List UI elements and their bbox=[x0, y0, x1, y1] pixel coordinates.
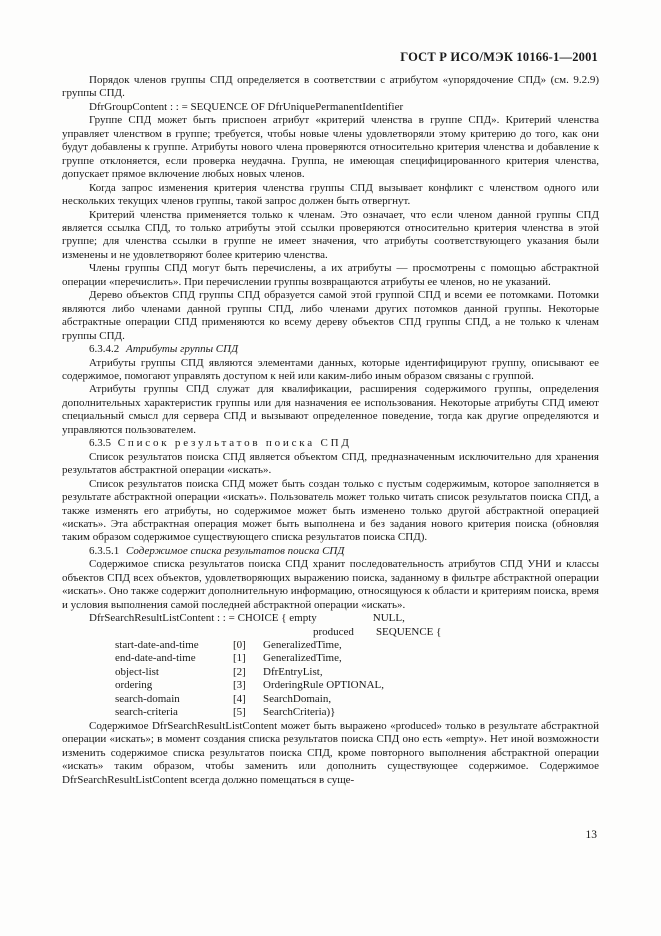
standard-header: ГОСТ Р ИСО/МЭК 10166-1—2001 bbox=[400, 50, 598, 64]
section-heading-6351 bbox=[62, 545, 599, 558]
asn-field-row bbox=[115, 679, 384, 692]
asn-field-tag: [2] bbox=[233, 665, 246, 678]
page-content bbox=[62, 74, 599, 787]
asn-produced-left: produced bbox=[313, 625, 354, 638]
paragraph-produced-content: Содержимое DfrSearchResultListContent может быть выражено «produced» только в результате абстрактной операции «искать»; в момент создания списка результатов поиска СПД оно есть «empty». Нет иной возможности изменить содержимое списка результатов поиска СПД, кроме повторного выполнения абстрактной операции «искать» таким образом, чтобы заменить или дополнить существующее содержимое. Содержимое DfrSearchResultListContent всегда должно помещаться в суще- bbox=[62, 719, 599, 786]
section-title: Содержимое списка результатов поиска СПД bbox=[126, 544, 345, 557]
section-heading-635 bbox=[62, 437, 599, 450]
asn-field-row bbox=[115, 652, 384, 665]
paragraph-attributes-purpose: Атрибуты группы СПД служат для квалификации, расширения содержимого группы, определения дополнительных характеристик группы или для назначения ее использования. Некоторые атрибуты СПД имеют специальный смысл для сервера СПД и вызывают определенное поведение, тогда как другие определяются и управляются пользователем. bbox=[62, 383, 599, 436]
asn-field-type: GeneralizedTime, bbox=[263, 652, 342, 665]
section-number: 6.3.4.2 bbox=[89, 343, 120, 356]
asn-field-tag: [3] bbox=[233, 679, 246, 692]
paragraph-group-attributes: Атрибуты группы СПД являются элементами данных, которые идентифицируют группу, описывают ее содержимое, помогают управлять доступом к ней или каким-либо иным образом связаны с группой. bbox=[62, 356, 599, 382]
paragraph-criterion-members: Критерий членства применяется только к членам. Это означает, что если членом данной группы СПД является ссылка СПД, то только атрибуты этой ссылки проверяются относительно критерия членства в этой группе; для членства ссылки в группе не имеет значения, что атрибуты соответствующего указания были изменены и не удовлетворяют более критерию членства. bbox=[62, 208, 599, 261]
asn-field-name: start-date-and-time bbox=[115, 639, 199, 652]
asn-field-name: ordering bbox=[115, 679, 153, 692]
asn-field-table bbox=[115, 639, 384, 720]
asn-field-type: DfrEntryList, bbox=[263, 665, 323, 678]
asn-field-row bbox=[115, 693, 384, 706]
asn-field-type: OrderingRule OPTIONAL, bbox=[263, 679, 384, 692]
asn-field-name: end-date-and-time bbox=[115, 652, 196, 665]
paragraph-member-order: Порядок членов группы СПД определяется в соответствии с атрибутом «упорядочение СПД» (см. 9.2.9) группы СПД. bbox=[62, 74, 599, 100]
paragraph-criterion-conflict: Когда запрос изменения критерия членства группы СПД вызывает конфликт с членством одного или нескольких текущих членов группы, такой запрос должен быть отвергнут. bbox=[62, 181, 599, 208]
asn-field-name: search-domain bbox=[115, 692, 180, 705]
section-title: Список результатов поиска СПД bbox=[117, 437, 352, 450]
page-number: 13 bbox=[585, 829, 597, 841]
asn-field-type: GeneralizedTime, bbox=[263, 639, 342, 652]
section-number: 6.3.5.1 bbox=[89, 544, 120, 557]
section-number: 6.3.5 bbox=[89, 437, 111, 450]
asn-field-tag: [4] bbox=[233, 692, 246, 705]
asn-field-row bbox=[115, 666, 384, 679]
paragraph-search-list-creation: Список результатов поиска СПД может быть создан только с пустым содержимым, которое заполняется в результате абстрактной операции «искать». Пользователь может только читать список результатов поиска СПД, а также изменять его атрибуты, но содержимое может быть изменено только другой абстрактной операцией «искать». Эта абстрактная операция может быть выполнена и без задания нового критерия поиска (обновляя таким образом содержимое существующего списка результатов поиска СПД). bbox=[62, 477, 599, 544]
section-title: Атрибуты группы СПД bbox=[126, 343, 239, 356]
asn-field-name: search-criteria bbox=[115, 706, 178, 719]
asn-field-type: SearchDomain, bbox=[263, 692, 332, 705]
paragraph-membership-criterion: Группе СПД может быть приспоен атрибут «критерий членства в группе СПД». Критерий членства управляет членством в группе; требуется, чтобы новые члены удовлетворяли этому критерию до того, как они будут добавлены к группе. Атрибуты нового члена проверяются относительно критерия членства и добавление к группе отклоняется, если проверка неудачна. Группа, не имеющая специфицированного критерия членства, допускает прямое включение любых новых членов. bbox=[62, 114, 599, 181]
asn-field-tag: [0] bbox=[233, 639, 246, 652]
asn-choice-left: DfrSearchResultListContent : : = CHOICE { empty bbox=[89, 612, 317, 625]
paragraph-search-list: Список результатов поиска СПД является объектом СПД, предназначенным исключительно для хранения результатов абстрактной операции «искать». bbox=[62, 450, 599, 477]
asn-field-name: object-list bbox=[115, 665, 159, 678]
asn-produced-right: SEQUENCE { bbox=[375, 625, 442, 638]
paragraph-search-list-content: Содержимое списка результатов поиска СПД хранит последовательность атрибутов СПД УНИ и классы объектов СПД всех объектов, удовлетворяющих выражению поиска, заданному в фильтре абстрактной операции «искать». Оно также содержит дополнительную информацию, относящуюся к области и критериям поиска, время и условия выполнения самой последней абстрактной операции «искать». bbox=[62, 558, 599, 611]
asn-field-tag: [5] bbox=[233, 706, 246, 719]
asn-choice-line bbox=[62, 612, 599, 625]
section-heading-6342 bbox=[62, 343, 599, 356]
asn-produced-line bbox=[62, 626, 599, 639]
asn-choice-right: NULL, bbox=[372, 612, 405, 625]
asn-field-row bbox=[115, 639, 384, 652]
asn-field-type: SearchCriteria)} bbox=[263, 706, 336, 719]
asn-field-row bbox=[115, 706, 384, 719]
paragraph-enumerate: Члены группы СПД могут быть перечислены, а их атрибуты — просмотрены с помощью абстрактной операции «перечислить». При перечислении группы возвращаются атрибуты ее членов, но не указаний. bbox=[62, 262, 599, 288]
asn-group-content: DfrGroupContent : : = SEQUENCE OF DfrUniquePermanentIdentifier bbox=[89, 100, 404, 113]
paragraph-object-tree: Дерево объектов СПД группы СПД образуется самой этой группой СПД и всеми ее потомками. Потомки являются либо членами данной группы СПД, либо членами других потомков данной группы. Некоторые абстрактные операции СПД применяются ко всему дереву объектов СПД группы СПД, а не только к членам группы СПД. bbox=[62, 289, 599, 342]
asn-field-tag: [1] bbox=[233, 652, 246, 665]
